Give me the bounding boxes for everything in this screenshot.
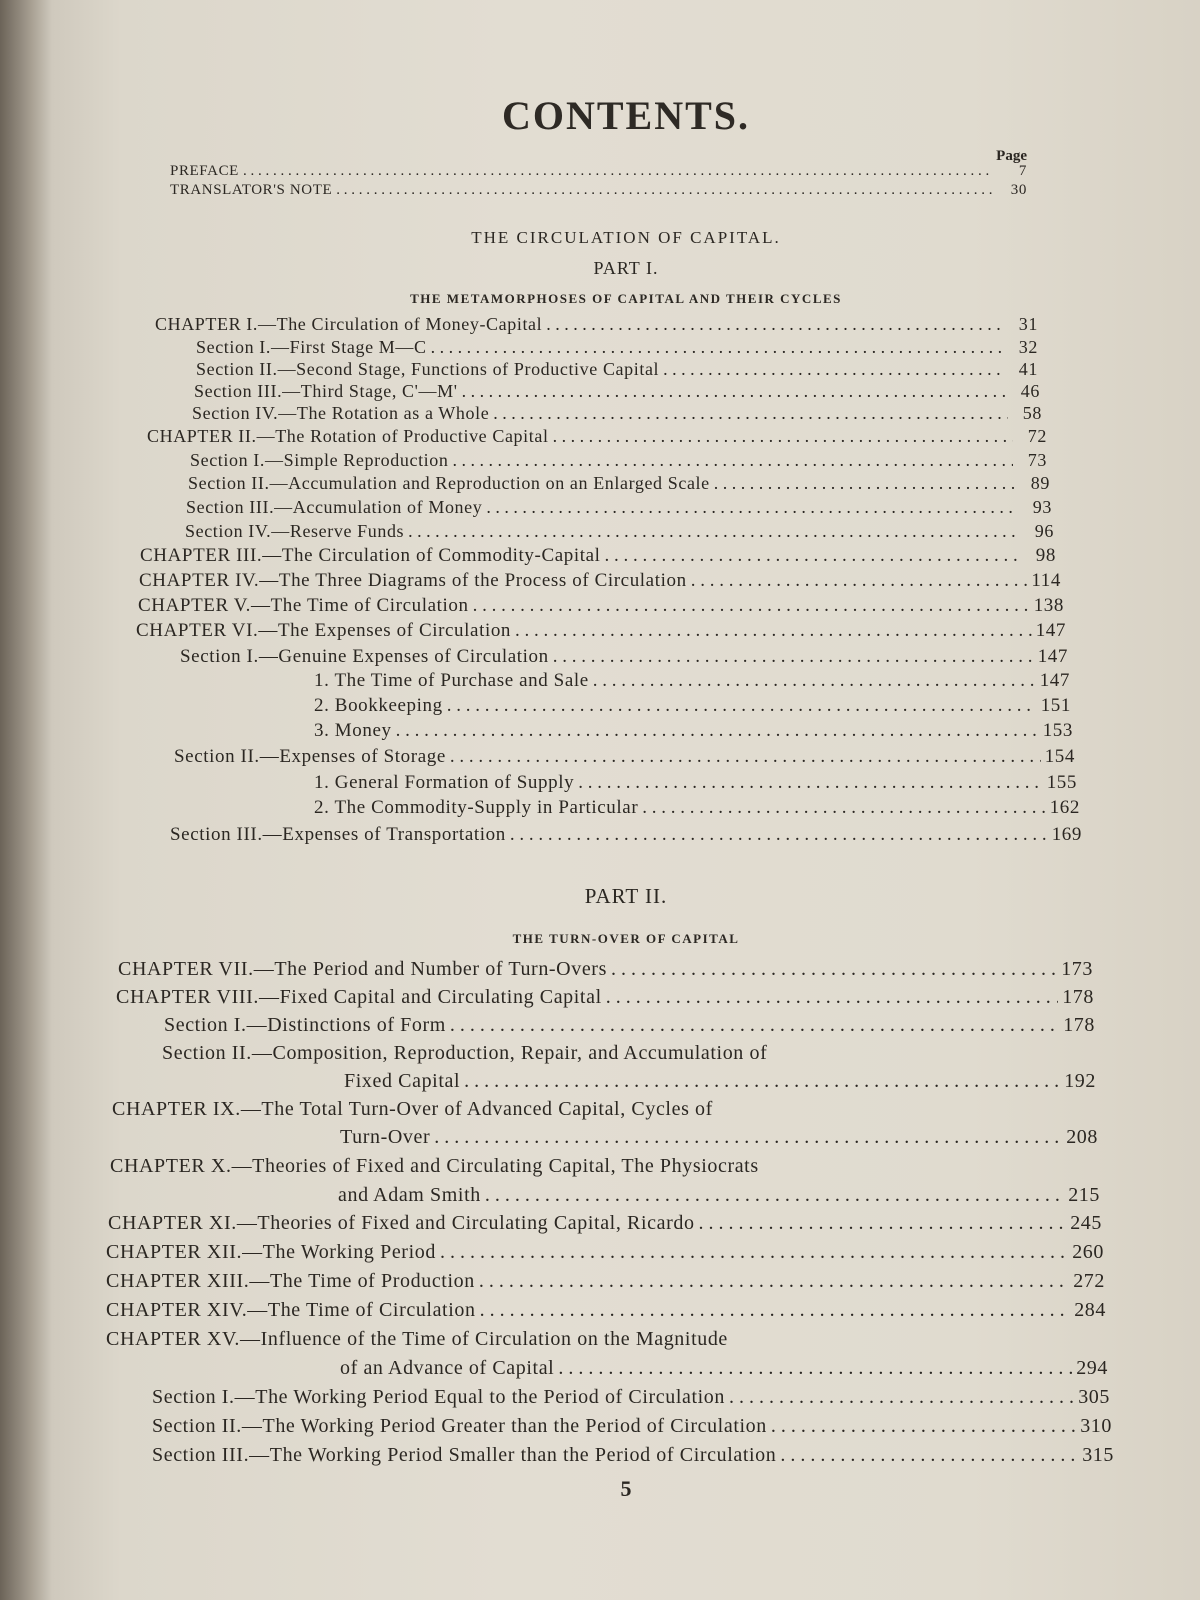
toc-entry bbox=[185, 521, 1054, 542]
toc-entry-label-cont: Turn-Over bbox=[340, 1126, 431, 1148]
toc-entry-page: 178 bbox=[1063, 1014, 1095, 1036]
leader-dots bbox=[450, 746, 1041, 768]
toc-entry-label: Section II.—Composition, Reproduction, Repair, and Accumulation of bbox=[162, 1042, 768, 1064]
toc-entry-label: 1. General Formation of Supply bbox=[314, 772, 575, 793]
toc-entry-label: Section II.—Second Stage, Functions of Productive Capital bbox=[196, 359, 660, 379]
toc-entry-label: 2. Bookkeeping bbox=[314, 695, 443, 716]
leader-dots bbox=[440, 1241, 1068, 1264]
toc-entry-label: Section III.—Third Stage, C'—M' bbox=[194, 381, 458, 401]
toc-entry bbox=[139, 570, 1061, 592]
toc-entry-label: Section II.—The Working Period Greater than the Period of Circulation bbox=[152, 1415, 767, 1437]
toc-entry-page: 96 bbox=[1034, 521, 1054, 541]
toc-entry bbox=[188, 473, 1050, 494]
leader-dots bbox=[663, 359, 1004, 380]
toc-entry-label: CHAPTER XV.—Influence of the Time of Circulation on the Magnitude bbox=[106, 1328, 728, 1350]
toc-entry-label: Section III.—The Working Period Smaller than the Period of Circulation bbox=[152, 1444, 777, 1466]
toc-entry bbox=[338, 1184, 1100, 1207]
toc-entry-label-cont: of an Advance of Capital bbox=[340, 1357, 555, 1379]
toc-entry-page: 89 bbox=[1030, 473, 1050, 493]
toc-entry bbox=[340, 1357, 1108, 1380]
leader-dots bbox=[336, 182, 993, 199]
leader-dots bbox=[450, 1014, 1059, 1037]
toc-entry-label: CHAPTER IV.—The Three Diagrams of the Process of Circulation bbox=[139, 570, 687, 591]
toc-entry-page: 284 bbox=[1074, 1299, 1106, 1321]
toc-entry-label: CHAPTER IX.—The Total Turn-Over of Advanced Capital, Cycles of bbox=[112, 1098, 713, 1120]
leader-dots bbox=[485, 1184, 1064, 1207]
toc-entry-page: 245 bbox=[1070, 1212, 1102, 1234]
toc-entry bbox=[136, 620, 1066, 642]
leader-dots bbox=[243, 163, 993, 180]
toc-entry-label: CHAPTER VIII.—Fixed Capital and Circulating Capital bbox=[116, 986, 602, 1008]
leader-dots bbox=[771, 1415, 1076, 1438]
toc-entry-page: 138 bbox=[1033, 595, 1064, 616]
toc-entry bbox=[340, 1126, 1098, 1149]
toc-entry-page: 147 bbox=[1039, 670, 1070, 691]
toc-entry-label: CHAPTER VI.—The Expenses of Circulation bbox=[136, 620, 512, 641]
leader-dots bbox=[780, 1444, 1078, 1467]
part-1-heading: PART I. bbox=[593, 258, 659, 278]
toc-entry-label: Section II.—Expenses of Storage bbox=[174, 746, 446, 767]
leader-dots bbox=[480, 1299, 1071, 1322]
toc-entry bbox=[108, 1212, 1102, 1235]
toc-entry-label: CHAPTER XI.—Theories of Fixed and Circulating Capital, Ricardo bbox=[108, 1212, 695, 1234]
leader-dots bbox=[493, 403, 1008, 424]
toc-entry-page: 208 bbox=[1066, 1126, 1098, 1148]
toc-entry bbox=[314, 720, 1073, 742]
toc-entry-label: CHAPTER X.—Theories of Fixed and Circulating Capital, The Physiocrats bbox=[110, 1155, 759, 1177]
toc-entry bbox=[140, 545, 1056, 567]
toc-entry-page: 114 bbox=[1031, 570, 1061, 591]
book-title: THE CIRCULATION OF CAPITAL. bbox=[471, 228, 781, 247]
toc-entry bbox=[152, 1386, 1110, 1409]
toc-entry-label: TRANSLATOR'S NOTE bbox=[170, 182, 333, 198]
toc-entry-page: 30 bbox=[1010, 182, 1027, 198]
toc-entry-label: CHAPTER V.—The Time of Circulation bbox=[138, 595, 469, 616]
toc-entry-page: 315 bbox=[1082, 1444, 1114, 1466]
toc-entry-label: Section I.—Genuine Expenses of Circulation bbox=[180, 646, 549, 667]
leader-dots bbox=[642, 797, 1045, 819]
toc-entry-label: 2. The Commodity-Supply in Particular bbox=[314, 797, 639, 818]
toc-entry-page: 32 bbox=[1018, 337, 1038, 357]
toc-entry bbox=[152, 1444, 1114, 1467]
toc-entry-page: 215 bbox=[1068, 1184, 1100, 1206]
toc-entry bbox=[314, 670, 1070, 692]
toc-entry-page: 147 bbox=[1037, 646, 1068, 667]
leader-dots bbox=[452, 450, 1013, 471]
toc-entry-label: Section I.—Distinctions of Form bbox=[164, 1014, 446, 1036]
page-title: CONTENTS. bbox=[501, 93, 751, 138]
toc-entry-label: CHAPTER VII.—The Period and Number of Turn-Overs bbox=[118, 958, 607, 980]
toc-entry-page: 72 bbox=[1027, 426, 1047, 446]
toc-entry bbox=[106, 1299, 1106, 1322]
toc-entry bbox=[170, 824, 1082, 846]
leader-dots bbox=[462, 381, 1006, 402]
leader-dots bbox=[691, 570, 1027, 592]
leader-dots bbox=[515, 620, 1032, 642]
toc-entry-page: 178 bbox=[1062, 986, 1094, 1008]
leader-dots bbox=[714, 473, 1016, 494]
leader-dots bbox=[431, 337, 1004, 358]
toc-entry bbox=[194, 381, 1040, 402]
toc-entry-page: 192 bbox=[1064, 1070, 1096, 1092]
book-gutter bbox=[0, 0, 52, 1600]
leader-dots bbox=[486, 497, 1018, 518]
leader-dots bbox=[464, 1070, 1060, 1093]
toc-entry bbox=[196, 359, 1038, 380]
toc-entry-label: CHAPTER XIV.—The Time of Circulation bbox=[106, 1299, 476, 1321]
toc-entry-page: 147 bbox=[1035, 620, 1066, 641]
toc-entry-page: 155 bbox=[1046, 772, 1077, 793]
toc-entry bbox=[164, 1014, 1095, 1037]
toc-entry-page: 154 bbox=[1044, 746, 1075, 767]
toc-entry-page: 46 bbox=[1020, 381, 1040, 401]
toc-entry-page: 31 bbox=[1018, 314, 1038, 334]
toc-entry bbox=[180, 646, 1068, 668]
toc-entry-page: 294 bbox=[1076, 1357, 1108, 1379]
toc-entry bbox=[155, 314, 1038, 335]
toc-entry bbox=[314, 695, 1071, 717]
toc-entry-label-cont: Fixed Capital bbox=[344, 1070, 461, 1092]
leader-dots bbox=[553, 426, 1013, 447]
toc-entry bbox=[190, 450, 1047, 471]
toc-entry-page: 173 bbox=[1061, 958, 1093, 980]
toc-entry-label: 1. The Time of Purchase and Sale bbox=[314, 670, 589, 691]
leader-dots bbox=[408, 521, 1020, 542]
toc-entry-page: 58 bbox=[1022, 403, 1042, 423]
leader-dots bbox=[606, 986, 1058, 1009]
leader-dots bbox=[546, 314, 1004, 335]
part-2-title: THE TURN-OVER OF CAPITAL bbox=[512, 931, 740, 946]
toc-entry-page: 7 bbox=[1018, 163, 1027, 179]
toc-entry bbox=[116, 986, 1094, 1009]
toc-entry bbox=[196, 337, 1038, 358]
toc-entry-label: 3. Money bbox=[314, 720, 392, 741]
toc-entry-page: 151 bbox=[1040, 695, 1071, 716]
toc-entry bbox=[314, 772, 1077, 794]
part-2-heading: PART II. bbox=[584, 884, 668, 908]
leader-dots bbox=[593, 670, 1036, 692]
toc-entry-label: Section II.—Accumulation and Reproduction on an Enlarged Scale bbox=[188, 473, 710, 493]
toc-entry-label: Section III.—Expenses of Transportation bbox=[170, 824, 506, 845]
toc-entry bbox=[192, 403, 1042, 424]
page-column-header: Page bbox=[996, 148, 1027, 164]
leader-dots bbox=[553, 646, 1034, 668]
leader-dots bbox=[699, 1212, 1067, 1235]
toc-entry bbox=[147, 426, 1047, 447]
toc-entry bbox=[118, 958, 1093, 981]
toc-entry-label: CHAPTER III.—The Circulation of Commodity-Capital bbox=[140, 545, 601, 566]
toc-entry bbox=[106, 1241, 1104, 1264]
leader-dots bbox=[729, 1386, 1074, 1409]
toc-entry-page: 169 bbox=[1051, 824, 1082, 845]
toc-entry-label: Section I.—Simple Reproduction bbox=[190, 450, 449, 470]
toc-entry bbox=[174, 746, 1075, 768]
leader-dots bbox=[578, 772, 1042, 794]
leader-dots bbox=[510, 824, 1048, 846]
toc-entry bbox=[344, 1070, 1096, 1093]
toc-entry-label: CHAPTER II.—The Rotation of Productive Capital bbox=[147, 426, 549, 446]
toc-entry-page: 153 bbox=[1042, 720, 1073, 741]
toc-entry-label: Section IV.—Reserve Funds bbox=[185, 521, 405, 541]
toc-entry bbox=[186, 497, 1052, 518]
part-1-title: THE METAMORPHOSES OF CAPITAL AND THEIR CYCLES bbox=[410, 291, 842, 306]
toc-entry-page: 41 bbox=[1018, 359, 1038, 379]
toc-entry-translators-note bbox=[170, 182, 1027, 199]
toc-entry-label: CHAPTER XIII.—The Time of Production bbox=[106, 1270, 475, 1292]
leader-dots bbox=[396, 720, 1039, 742]
toc-entry-label: PREFACE bbox=[170, 163, 239, 179]
toc-entry bbox=[152, 1415, 1112, 1438]
toc-entry bbox=[138, 595, 1064, 617]
toc-entry-page: 260 bbox=[1072, 1241, 1104, 1263]
leader-dots bbox=[558, 1357, 1072, 1380]
leader-dots bbox=[479, 1270, 1069, 1293]
toc-entry-page: 162 bbox=[1049, 797, 1080, 818]
toc-entry-page: 73 bbox=[1027, 450, 1047, 470]
toc-entry-page: 305 bbox=[1078, 1386, 1110, 1408]
toc-entry bbox=[106, 1270, 1105, 1293]
toc-entry-page: 98 bbox=[1035, 545, 1056, 566]
toc-entry-preface bbox=[170, 163, 1027, 180]
leader-dots bbox=[434, 1126, 1062, 1149]
toc-entry-label: Section I.—First Stage M—C bbox=[196, 337, 427, 357]
toc-entry-page: 272 bbox=[1073, 1270, 1105, 1292]
toc-entry-label: Section I.—The Working Period Equal to the Period of Circulation bbox=[152, 1386, 725, 1408]
leader-dots bbox=[447, 695, 1037, 717]
leader-dots bbox=[473, 595, 1030, 617]
toc-entry-label: CHAPTER XII.—The Working Period bbox=[106, 1241, 436, 1263]
toc-entry-page: 310 bbox=[1080, 1415, 1112, 1437]
book-page bbox=[52, 0, 1200, 1600]
toc-entry-page: 93 bbox=[1032, 497, 1052, 517]
leader-dots bbox=[611, 958, 1057, 981]
page-number: 5 bbox=[620, 1476, 632, 1501]
toc-entry-label-cont: and Adam Smith bbox=[338, 1184, 481, 1206]
toc-entry-label: CHAPTER I.—The Circulation of Money-Capital bbox=[155, 314, 543, 334]
leader-dots bbox=[605, 545, 1022, 567]
toc-entry bbox=[314, 797, 1080, 819]
toc-entry-label: Section III.—Accumulation of Money bbox=[186, 497, 483, 517]
toc-entry-label: Section IV.—The Rotation as a Whole bbox=[192, 403, 490, 423]
